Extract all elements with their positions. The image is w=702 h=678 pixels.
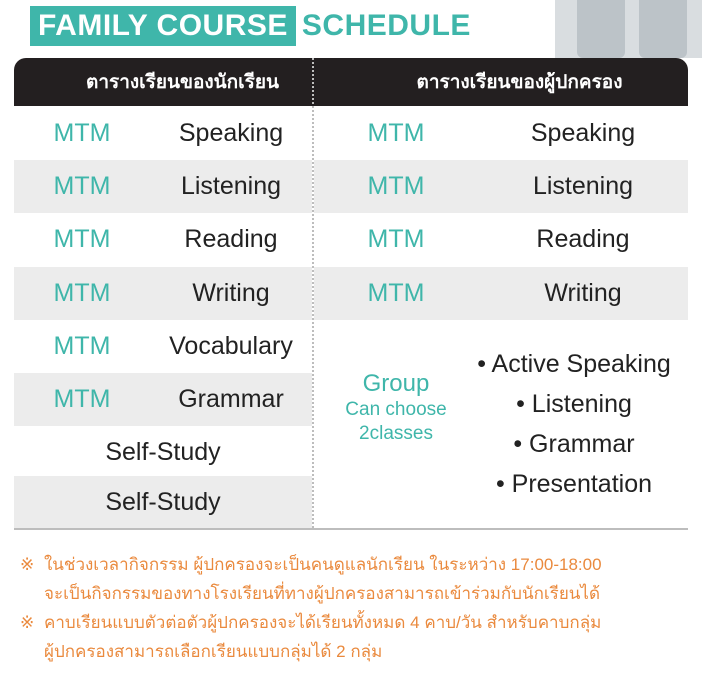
note-1-line1: ในช่วงเวลากิจกรรม ผู้ปกครองจะเป็นคนดูแลนักเรียน ในระหว่าง 17:00-18:00 <box>44 555 602 574</box>
photo-leg-left <box>577 0 625 58</box>
self-study-label: Self-Study <box>105 438 221 466</box>
note-1-line2: จะเป็นกิจกรรมของทางโรงเรียนที่ทางผู้ปกครองสามารถเข้าร่วมกับนักเรียนได้ <box>44 584 600 603</box>
student-row <box>14 320 312 373</box>
row-tag: MTM <box>367 119 425 147</box>
student-row <box>14 107 312 160</box>
group-choose-line2: 2classes <box>359 423 433 444</box>
group-item: • Presentation <box>495 470 653 498</box>
row-subject: Vocabulary <box>169 332 293 360</box>
row-tag: MTM <box>367 279 425 307</box>
title-highlight: FAMILY COURSE <box>30 6 296 46</box>
student-row <box>14 213 312 266</box>
self-study-label: Self-Study <box>105 488 221 516</box>
group-item: • Listening <box>516 390 632 418</box>
parent-row <box>314 213 688 266</box>
row-tag: MTM <box>53 385 111 413</box>
group-item: • Active Speaking <box>477 350 671 378</box>
row-tag: MTM <box>53 119 111 147</box>
note-mark: ※ <box>20 613 35 632</box>
student-row <box>14 373 312 426</box>
row-subject: Reading <box>536 225 630 253</box>
row-tag: MTM <box>53 279 111 307</box>
note-2 <box>14 608 694 666</box>
group-list <box>464 344 684 504</box>
row-subject: Writing <box>192 279 270 307</box>
group-block <box>314 322 688 527</box>
column-divider <box>312 58 314 528</box>
row-subject: Speaking <box>530 119 636 147</box>
notes <box>14 550 694 666</box>
parent-row <box>314 160 688 213</box>
row-tag: MTM <box>367 225 425 253</box>
row-tag: MTM <box>53 172 111 200</box>
parent-row <box>314 267 688 320</box>
note-2-line2: ผู้ปกครองสามารถเลือกเรียนแบบกลุ่มได้ 2 กลุ่ม <box>44 642 383 661</box>
note-mark: ※ <box>20 555 35 574</box>
parent-row <box>314 107 688 160</box>
row-tag: MTM <box>367 172 425 200</box>
row-tag: MTM <box>53 332 111 360</box>
header-parent: ตารางเรียนของผู้ปกครอง <box>416 72 623 93</box>
photo-leg-right <box>639 0 687 58</box>
group-label <box>334 370 458 446</box>
group-choose-line1: Can choose <box>345 399 447 420</box>
group-item: • Grammar <box>513 430 635 458</box>
row-subject: Reading <box>184 225 278 253</box>
self-study-row <box>14 476 312 529</box>
row-subject: Grammar <box>178 385 284 413</box>
table-bottom-line <box>14 528 688 530</box>
schedule-header <box>14 58 688 106</box>
photo-fragment <box>555 0 702 58</box>
row-tag: MTM <box>53 225 111 253</box>
student-row <box>14 267 312 320</box>
note-1 <box>14 550 694 608</box>
note-2-line1: คาบเรียนแบบตัวต่อตัวผู้ปกครองจะได้เรียนทั้งหมด 4 คาบ/วัน สำหรับคาบกลุ่ม <box>44 613 602 632</box>
row-subject: Writing <box>544 279 622 307</box>
row-subject: Listening <box>180 172 282 200</box>
group-title: Group <box>362 370 430 397</box>
row-subject: Speaking <box>178 119 284 147</box>
self-study-row <box>14 426 312 479</box>
header-student: ตารางเรียนของนักเรียน <box>86 72 279 93</box>
row-subject: Listening <box>532 172 634 200</box>
title-rest: SCHEDULE <box>301 9 471 42</box>
student-row <box>14 160 312 213</box>
page-title <box>30 6 471 46</box>
